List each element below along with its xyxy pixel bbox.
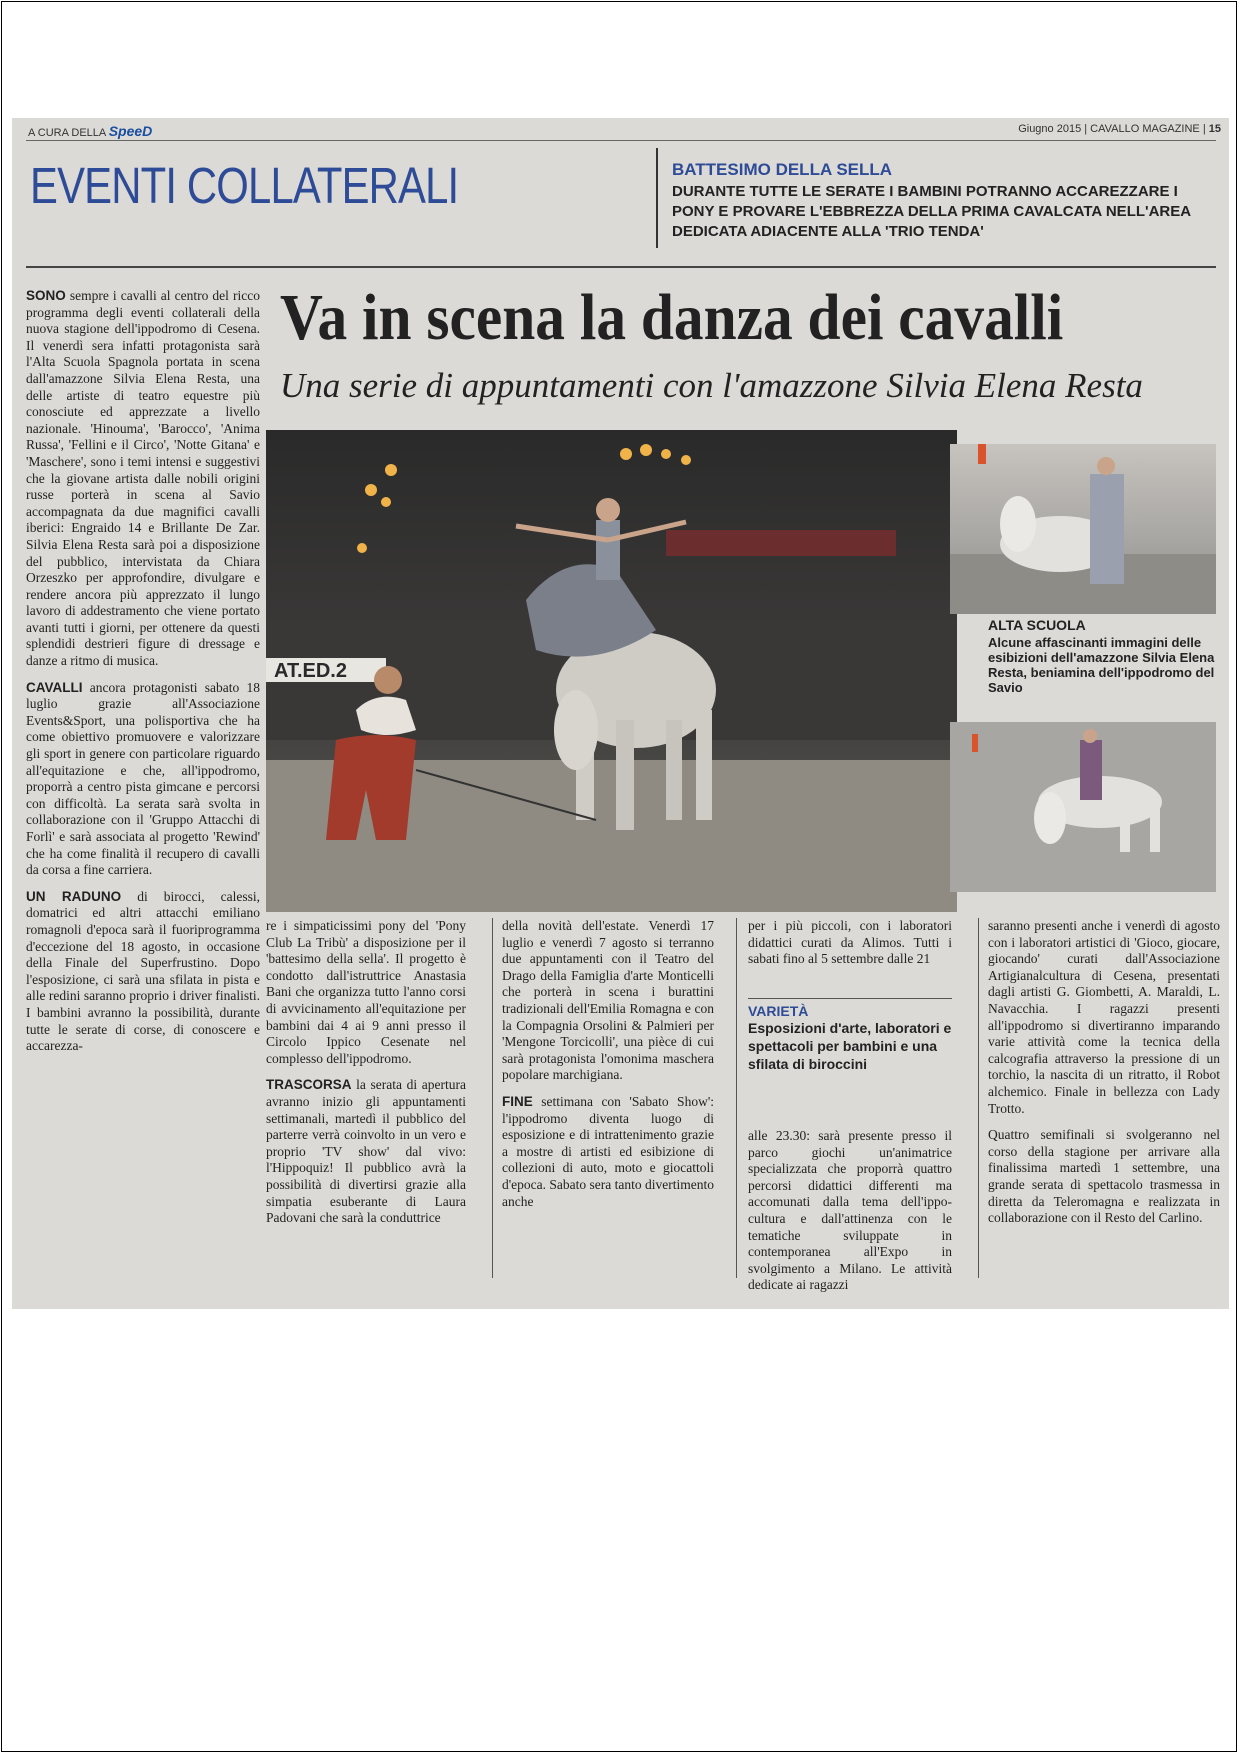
- kicker: [28, 123, 152, 139]
- photo-caption: [988, 618, 1216, 695]
- paragraph-text: Quattro semifinali si svolgeranno nel corso della stagione per arrivare alla finalissima martedì 1 settembre, una grande serata di spettacolo trasmessa in diretta da Teleromagna e realizzata in collaborazione con il Resto del Carlino.: [988, 1127, 1220, 1226]
- caption-title: ALTA SCUOLA: [988, 617, 1086, 633]
- paragraph: [266, 918, 466, 1067]
- page-info: [1018, 123, 1221, 135]
- sidebar-box-text: DURANTE TUTTE LE SERATE I BAMBINI POTRANNO ACCAREZZARE I PONY E PROVARE L'EBBREZZA DELLA PRIMA CAVALCATA NELL'AREA DEDICATA ADIACENTE ALLA 'TRIO TENDA': [672, 183, 1191, 240]
- varieta-text: Esposizioni d'arte, laboratori e spettacoli per bambini e una sfilata di biroccini: [748, 1020, 952, 1072]
- main-photo-illustration: [266, 430, 957, 912]
- paragraph-text: alle 23.30: sarà presente presso il parco giochi un'animatrice specializzata che proporrà quattro percorsi didattici differenti ma accomunati dalla tema dell'ippo-cultura e dall'attinenza con le tematiche sviluppate in contemporanea all'Expo in svolgimento a Milano. Le attività dedicate ai ragazzi: [748, 1128, 952, 1293]
- paragraph-lead: SONO: [26, 288, 66, 303]
- side-photo-1-illustration: [950, 444, 1216, 614]
- paragraph: [988, 918, 1220, 1117]
- top-bar: [12, 118, 1229, 140]
- article-column-1: [26, 288, 260, 1065]
- paragraph-text: ancora protagonisti sabato 18 luglio grazie all'Associazione Events&Sport, una polisportiva che ha come obiettivo promuovere e valorizzare gli sport in genere con particolare riguardo all'equitazione e che, all'ippodromo, proporrà a centro pista gimcane e percorsi con difficoltà. La serata sarà svolta in collaborazione con il 'Gruppo Attacchi di Forlì' e sarà associata al progetto 'Rewind' che ha come finalità il recupero di cavalli da corsa a fine carriera.: [26, 679, 260, 878]
- paragraph-lead: TRASCORSA: [266, 1077, 352, 1093]
- paragraph-text: re i simpaticissimi pony del 'Pony Club La Tribù' a disposizione per il 'battesimo della sella'. Il progetto è condotto dall'istruttrice Anastasia Bani che organizza tutto l'anno corsi di avvicinamento all'equitazione per bambini dai 4 ai 9 anni presso il Circolo Ippico Cesenate nel complesso dell'ippodromo.: [266, 918, 466, 1066]
- sidebar-box: [672, 160, 1212, 242]
- section-title: EVENTI COLLATERALI: [30, 157, 459, 214]
- paragraph-text: della novità dell'estate. Venerdì 17 luglio e venerdì 7 agosto si terranno due appuntamenti con il Teatro del Drago della Famiglia d'arte Monticelli che porterà in scena i burattini tradizionali dell'Emilia Romagna e con la Compagnia Orsolini & Palmieri per 'Mengone Torcicolli', una pièce di cui sarà protagonista l'omonima maschera popolare marchigiana.: [502, 918, 714, 1083]
- page-number: 15: [1208, 123, 1221, 135]
- column-divider: [492, 918, 493, 1278]
- sidebar-box-title: BATTESIMO DELLA SELLA: [672, 160, 893, 179]
- kicker-prefix: A CURA DELLA: [28, 127, 106, 139]
- paragraph-text: di birocci, calessi, domatrici ed altri attacchi emiliano romagnoli d'epoca sarà il fuoriprogramma d'eccezione del 18 agosto, in occasione della Finale del Superfrustino. Dopo l'esposizione, ci sarà una sfilata in pista e alle redini saranno proprio i driver finalisti. I bambini avranno la possibilità, durante tutte le serate di corse, di conoscere e accarezza-: [26, 888, 261, 1054]
- paragraph-text: saranno presenti anche i venerdì di agosto con i laboratori artistici di 'Gioco, giocare, giocando' curati dall'Associazione Artigianalcultura di Cesena, presentati dagli artisti G. Giombetti, A. Maraldi, L. Navacchia. I ragazzi presenti all'ippodromo si divertiranno imparando varie attività come la tecnica della calcografia attraverso la pressione di un torchio, la nascita di un ritratto, il Robot alchemico. Finale in bellezza con Lady Trotto.: [988, 918, 1220, 1116]
- paragraph-lead: CAVALLI: [26, 679, 83, 695]
- photo-banner-text: AT.ED.2: [274, 660, 347, 682]
- varieta-box: [748, 998, 952, 1073]
- paragraph-text: sempre i cavalli al centro del ricco programma degli eventi collaterali della nuova stagione dell'ippodromo di Cesena. Il venerdì sera infatti protagonista sarà l'Alta Scuola Spagnola portata in scena dall'amazzone Silvia Elena Resta, una delle artiste di teatro equestre più conosciute ed apprezzate a livello nazionale. 'Hinouma', 'Barocco', 'Anima Russa', 'Fellini e il Circo', 'Notte Gitana' e 'Maschere', sono i temi intensi e suggestivi che la giovane artista dalle nobili origini russe porterà in scena al Savio accompagnata da due magnifici cavalli iberici: Engraido 14 e Brillante De Zar. Silvia Elena Resta sarà poi a disposizione del pubblico, intervistata da Chiara Orzeszko per approfondire, divulgare e rendere ancora più apprezzato il lungo lavoro di addestramento che viene portato avanti tutti i giorni, per ottenere da questi splendidi destrieri figure di dressage e danze a ritmo di musica.: [26, 288, 260, 669]
- brand-logo: SpeeD: [108, 123, 153, 139]
- paragraph: [502, 1094, 714, 1210]
- paragraph: [26, 288, 260, 670]
- side-photo-horse-bowing: [950, 722, 1216, 892]
- paragraph: [748, 918, 952, 968]
- side-photo-horse-kneeling: [950, 444, 1216, 614]
- paragraph: [26, 680, 260, 879]
- column-divider: [736, 918, 737, 1278]
- subheadline: Una serie di appuntamenti con l'amazzone Silvia Elena Resta: [280, 366, 1143, 405]
- paragraph-lead: FINE: [502, 1093, 533, 1109]
- header-rule: [26, 266, 1216, 268]
- side-photo-2-illustration: [950, 722, 1216, 892]
- article-column-4: [748, 918, 952, 978]
- paragraph: [26, 889, 260, 1055]
- caption-text: Alcune affascinanti immagini delle esibizioni dell'amazzone Silvia Elena Resta, beniamina dell'ippodromo del Savio: [988, 635, 1215, 695]
- paragraph-text: settimana con 'Sabato Show': l'ippodromo diventa luogo di esposizione e di intrattenimento grazie a mostre di artisti ed esibizione di collezioni di auto, moto e giocattoli d'epoca. Sabato sera tanto divertimento anche: [502, 1093, 714, 1209]
- article-column-4-continued: [748, 1128, 952, 1304]
- article-column-2: [266, 918, 466, 1237]
- paragraph-text: per i più piccoli, con i laboratori didattici curati da Alimos. Tutti i sabati fino al 5 settembre dalle 21: [748, 918, 952, 967]
- top-rule: [26, 140, 1216, 141]
- column-divider: [978, 918, 979, 1278]
- paragraph-text: la serata di apertura avranno inizio gli appuntamenti settimanali, martedì il pubblico del parterre verrà coinvolto in un vero e proprio 'TV show' dal vivo: l'Hippoquiz! Il pubblico avrà la possibilità di divertirsi grazie alla simpatia esuberante di Laura Padovani che sarà la conduttrice: [266, 1077, 466, 1226]
- article-column-3: [502, 918, 714, 1220]
- headline: Va in scena la danza dei cavalli: [280, 281, 1064, 354]
- varieta-title: VARIETÀ: [748, 1003, 809, 1019]
- issue-info: Giugno 2015 | CAVALLO MAGAZINE |: [1018, 123, 1206, 135]
- paragraph-lead: UN RADUNO: [26, 888, 122, 904]
- paragraph: [502, 918, 714, 1084]
- newspaper-clipping: [12, 118, 1229, 1309]
- paragraph: [748, 1128, 952, 1294]
- header-divider: [656, 148, 658, 248]
- paragraph: [266, 1077, 466, 1226]
- article-column-5: [988, 918, 1220, 1237]
- paragraph: [988, 1127, 1220, 1227]
- main-photo-horse-fire-show: [266, 430, 957, 912]
